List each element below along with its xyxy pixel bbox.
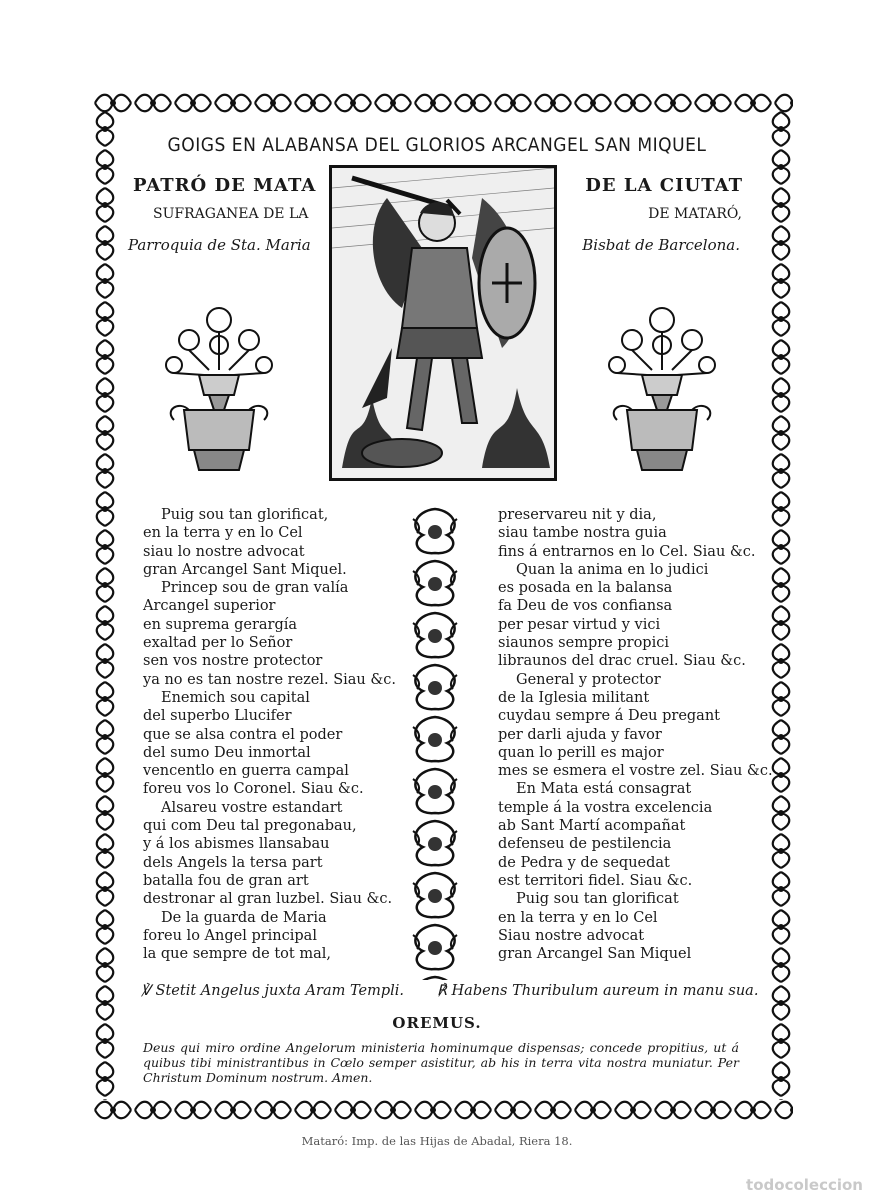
verse-line: destronar al gran luzbel. Siau &c. xyxy=(143,891,393,908)
verse-line: fins á entrarnos en lo Cel. Siau &c. xyxy=(498,543,756,560)
verse-line: gran Arcangel Sant Miquel. xyxy=(143,561,347,578)
bottom-ornamental-border xyxy=(93,1097,793,1123)
verse-line: en la terra y en lo Cel xyxy=(143,525,303,542)
verse-line: gran Arcangel San Miquel xyxy=(498,946,692,963)
verse-line: siau tambe nostra guia xyxy=(498,525,667,542)
bisbat-heading: Bisbat de Barcelona. xyxy=(582,236,740,254)
verse-line: libraunos del drac cruel. Siau &c. xyxy=(498,653,746,670)
verse-line: en la terra y en lo Cel xyxy=(498,909,658,926)
saint-michael-woodcut xyxy=(329,165,557,481)
verse-line: preservareu nit y dia, xyxy=(498,507,657,523)
verse-line: quan lo perill es major xyxy=(498,744,664,761)
verses-left-column xyxy=(143,506,396,963)
verse-line: vencentlo en guerra campal xyxy=(143,763,349,780)
verse-line: del superbo Llucifer xyxy=(143,708,292,725)
verse-line: dels Angels la tersa part xyxy=(143,854,323,871)
verse-line: temple á la vostra excelencia xyxy=(498,799,713,816)
verse-line: sen vos nostre protector xyxy=(143,653,323,670)
verse-line: per darli ajuda y favor xyxy=(498,726,662,743)
sufraganea-heading: SUFRAGANEA DE LA xyxy=(153,206,309,222)
verse-line: General y protector xyxy=(516,671,661,688)
verse-line: est territori fidel. Siau &c. xyxy=(498,872,693,889)
verse-line: De la guarda de Maria xyxy=(161,909,327,926)
verse-line: Siau nostre advocat xyxy=(498,927,645,944)
verse-line: Princep sou de gran valía xyxy=(161,580,349,597)
verse-line: foreu lo Angel principal xyxy=(143,927,317,944)
verse-line: y á los abismes llansabau xyxy=(143,836,330,853)
verse-line: Puig sou tan glorificat, xyxy=(161,507,329,523)
verse-line: Quan la anima en lo judici xyxy=(516,561,709,578)
verses-right-column xyxy=(498,506,773,963)
parroquia-heading: Parroquia de Sta. Maria xyxy=(128,236,311,254)
verse-line: de Pedra y de sequedat xyxy=(498,854,670,871)
right-flower-vase xyxy=(597,300,727,475)
versicle-line: ℣ Stetit Angelus juxta Aram Templi. xyxy=(141,983,405,999)
response-line: ℟ Habens Thuribulum aureum in manu sua. xyxy=(437,983,759,999)
verse-line: qui com Deu tal pregonabau, xyxy=(143,818,357,835)
left-ornamental-border xyxy=(90,110,120,1100)
watermark: todocoleccion xyxy=(746,1176,863,1194)
verse-line: del sumo Deu inmortal xyxy=(143,744,311,761)
verse-line: Alsareu vostre estandart xyxy=(161,799,343,816)
verse-line: defenseu de pestilencia xyxy=(498,836,672,853)
verse-line: ya no es tan nostre rezel. Siau &c. xyxy=(143,671,397,688)
verse-line: es posada en la balansa xyxy=(498,580,673,597)
center-ornamental-column xyxy=(403,505,467,980)
printer-imprint: Mataró: Imp. de las Hijas de Abadal, Riera 18. xyxy=(301,1134,573,1148)
verse-line: en suprema gerargía xyxy=(143,616,298,633)
verse-line: de la Iglesia militant xyxy=(498,689,650,706)
verse-line: per pesar virtud y vici xyxy=(498,616,661,633)
verse-line: Enemich sou capital xyxy=(161,689,310,706)
verse-line: ab Sant Martí acompañat xyxy=(498,818,686,835)
mataro-heading: DE MATARÓ, xyxy=(648,206,742,222)
patron-heading: PATRÓ DE MATA xyxy=(133,175,317,196)
verse-line: que se alsa contra el poder xyxy=(143,726,343,743)
oremus-heading: OREMUS. xyxy=(392,1014,482,1032)
verse-line: siaunos sempre propici xyxy=(498,635,669,652)
verse-line: fa Deu de vos confiansa xyxy=(498,598,673,615)
prayer-text: Deus qui miro ordine Angelorum ministeria hominumque dispensas; concede propitius, ut á quibus tibi ministrantibus in Cœlo semper asistitur, ab his in terra vita nostra muniatur. Per Christum Dominum nostrum. Amen. xyxy=(143,1040,739,1085)
verse-line: Puig sou tan glorificat xyxy=(516,891,679,908)
verse-line: Arcangel superior xyxy=(143,598,276,615)
left-flower-vase xyxy=(154,300,284,475)
top-ornamental-border xyxy=(93,90,793,116)
verse-line: batalla fou de gran art xyxy=(143,872,309,889)
verse-line: mes se esmera el vostre zel. Siau &c. xyxy=(498,763,773,780)
verse-line: la que sempre de tot mal, xyxy=(143,946,331,963)
document-title: GOIGS EN ALABANSA DEL GLORIOS ARCANGEL SAN MIQUEL xyxy=(167,134,707,156)
verse-line: En Mata está consagrat xyxy=(516,781,692,798)
verse-line: exaltad per lo Señor xyxy=(143,635,293,652)
verse-line: cuydau sempre á Deu pregant xyxy=(498,708,720,725)
verse-line: siau lo nostre advocat xyxy=(143,543,305,560)
verse-line: foreu vos lo Coronel. Siau &c. xyxy=(143,781,364,798)
ciutat-heading: DE LA CIUTAT xyxy=(585,175,743,196)
